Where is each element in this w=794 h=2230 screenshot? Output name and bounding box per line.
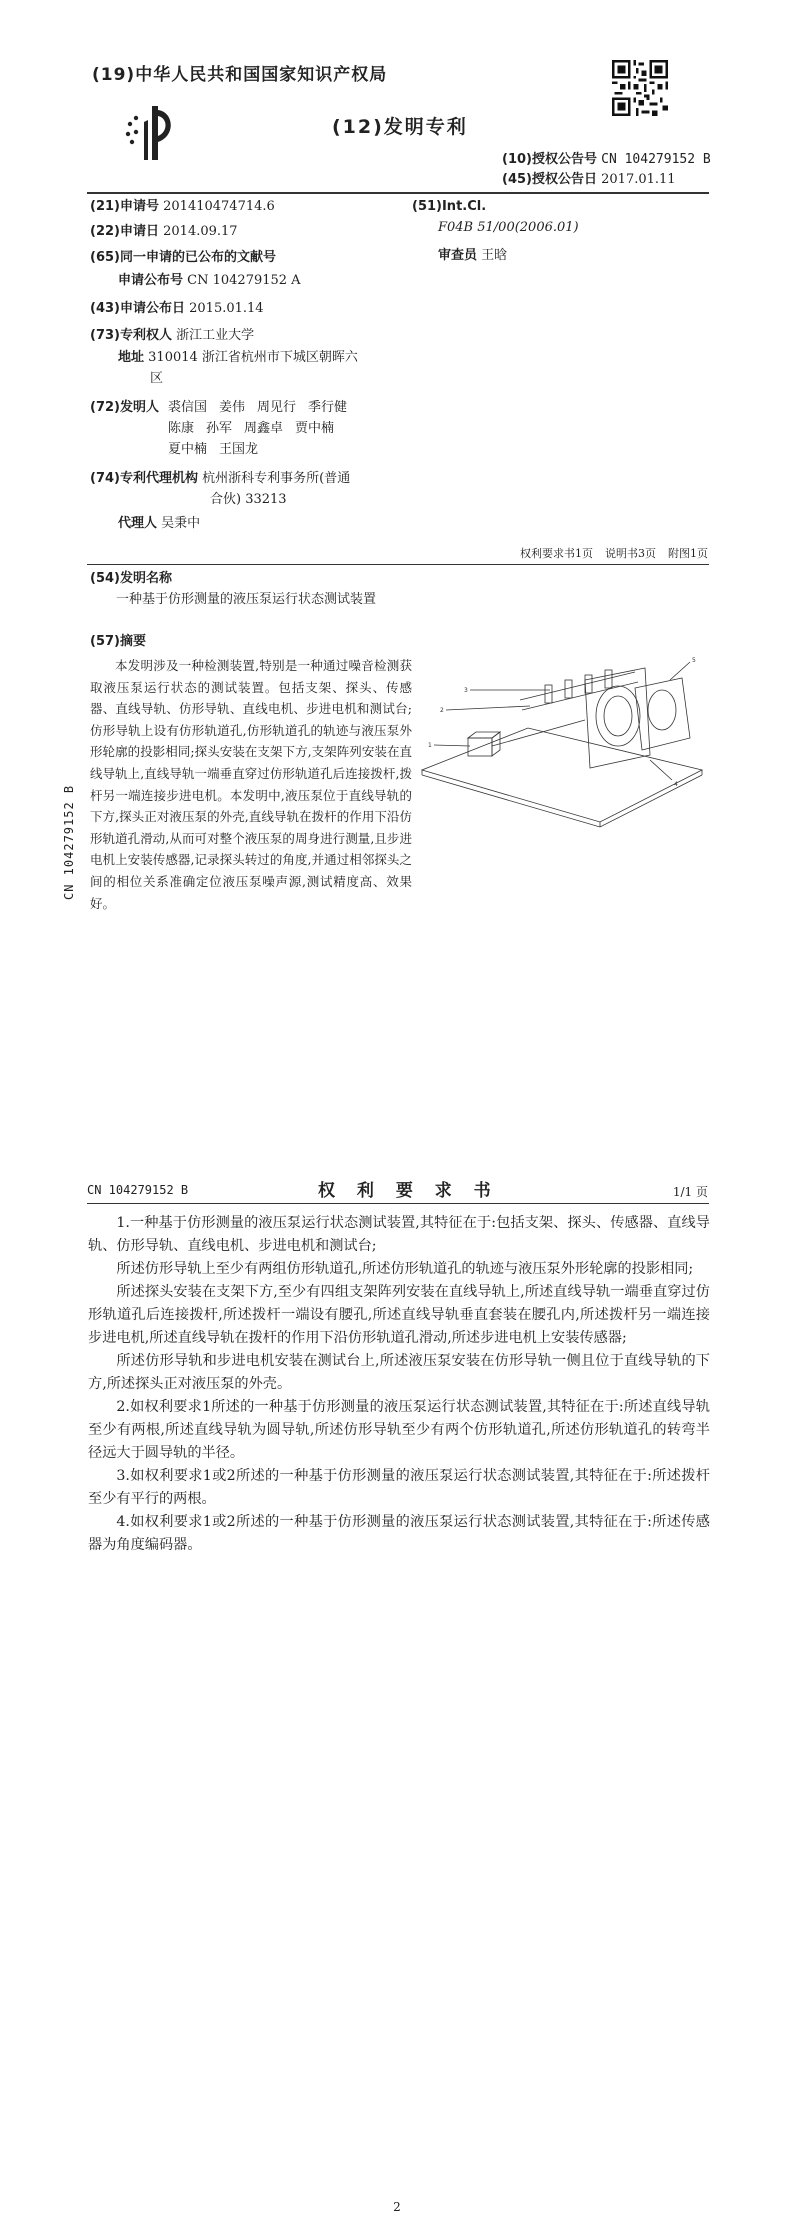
inventor-name: 周鑫卓 [244,421,284,436]
claim-paragraph: 4.如权利要求1或2所述的一种基于仿形测量的液压泵运行状态测试装置,其特征在于:所述传感器为角度编码器。 [88,1514,710,1553]
patentee-field: (73)专利权人 浙江工业大学 [90,328,255,343]
ipc-code: F04B 51/00(2006.01) [438,220,579,235]
svg-text:3: 3 [464,687,468,694]
invention-title: 一种基于仿形测量的液压泵运行状态测试装置 [116,592,377,607]
address-field: 地址 310014 浙江省杭州市下城区朝晖六 [118,350,358,365]
grant-pub-date-label: (45)授权公告日 [502,172,597,187]
claims-page-count: 权利要求书1页 [520,547,593,560]
section-divider [87,564,709,565]
ipc-label: (51)Int.Cl. [412,199,487,214]
svg-text:5: 5 [692,657,696,664]
examiner-field: 审查员 王晗 [438,248,508,263]
abstract-text: 本发明涉及一种检测装置,特别是一种通过噪音检测获取液压泵运行状态的测试装置。包括支架、探头、传感器、直线导轨、仿形导轨、直线电机、步进电机和测试台;仿形导轨上设有仿形轨道孔,仿形轨道孔的轨迹与液压泵外形轮廓的投影相同;探头安装在支架下方,支架阵列安装在直线导轨上,直线导轨一端垂直穿过仿形轨道孔后连接拨杆,拨杆另一端连接步进电机。本发明中,液压泵位于直线导轨的下方,探头正对液压泵的外壳,直线导轨在拨杆的作用下沿仿形轨道孔滑动,从而可对整个液压泵的周身进行测量,且步进电机上安装传感器,记录探头转过的角度,并通过相邻探头之间的相位关系准确定位液压泵噪声源,测试精度高、效果好。 [90,658,412,911]
svg-text:2: 2 [440,707,444,714]
inventors-row-2 [168,419,346,439]
claims-header-divider [87,1203,709,1204]
grant-pub-no-label: (10)授权公告号 [502,152,597,167]
inventor-name: 孙军 [206,421,233,436]
inventor-name: 王国龙 [219,442,259,457]
drawings-page-count: 附图1页 [668,547,708,560]
title-label: (54)发明名称 [90,571,172,586]
abstract-label: (57)摘要 [90,634,146,649]
inventors-row-1 [168,398,359,418]
publication-info [502,150,711,190]
inventor-name: 贾中楠 [295,421,335,436]
app-no-field: (21)申请号 201410474714.6 [90,199,275,214]
claim-paragraph: 3.如权利要求1或2所述的一种基于仿形测量的液压泵运行状态测试装置,其特征在于:所述拨杆至少有平行的两根。 [88,1468,710,1507]
svg-text:4: 4 [674,781,678,788]
page-number: 2 [393,2200,401,2214]
inventor-name: 周见行 [257,400,297,415]
claim-paragraph: 所述仿形导轨和步进电机安装在测试台上,所述液压泵安装在仿形导轨一侧且位于直线导轨的下方,所述探头正对液压泵的外壳。 [88,1353,710,1392]
app-pub-date-field: (43)申请公布日 2015.01.14 [90,301,264,316]
claims-list [88,1212,710,1557]
qr-code-icon [612,60,668,116]
address-line2: 区 [150,371,164,386]
document-type: (12)发明专利 [332,116,468,138]
inventors-row-3 [168,440,270,460]
description-page-count: 说明书3页 [605,547,656,560]
claims-doc-number: CN 104279152 B [87,1183,189,1197]
page-counts [508,545,708,561]
claim-paragraph: 2.如权利要求1所述的一种基于仿形测量的液压泵运行状态测试装置,其特征在于:所述直线导轨至少有两根,所述直线导轨为圆导轨,所述仿形导轨至少有两个仿形轨道孔,所述仿形轨道孔的转弯半径远大于圆导轨的半径。 [88,1399,710,1461]
inventor-name: 季行健 [308,400,348,415]
svg-text:1: 1 [428,742,432,749]
agency-line2: 合伙) 33213 [210,492,287,507]
issuing-office: (19)中华人民共和国国家知识产权局 [92,65,388,85]
agent-field: 代理人 吴秉中 [118,516,201,531]
vertical-document-id: CN 104279152 B [62,784,76,900]
claim-paragraph: 所述探头安装在支架下方,至少有四组支架阵列安装在直线导轨上,所述直线导轨一端垂直穿过仿形轨道孔后连接拨杆,所述拨杆一端设有腰孔,所述直线导轨垂直套装在腰孔内,所述拨杆另一端连接步进电机,所述直线导轨在拨杆的作用下沿仿形轨道孔滑动,所述步进电机上安装传感器; [88,1284,710,1346]
header-divider [87,192,709,194]
inventor-name: 姜伟 [219,400,246,415]
abstract-figure [410,650,710,835]
claims-title: 权 利 要 求 书 [318,1181,499,1201]
app-date-field: (22)申请日 2014.09.17 [90,224,238,239]
claim-paragraph: 1.一种基于仿形测量的液压泵运行状态测试装置,其特征在于:包括支架、探头、传感器、直线导轨、仿形导轨、直线电机、步进电机和测试台; [88,1215,710,1254]
app-pub-no-field: 申请公布号 CN 104279152 A [118,273,301,288]
claim-paragraph: 所述仿形导轨上至少有两组仿形轨道孔,所述仿形轨道孔的轨迹与液压泵外形轮廓的投影相同; [116,1261,694,1277]
inventor-name: 陈康 [168,421,195,436]
inventors-label: (72)发明人 [90,400,159,415]
grant-pub-date: 2017.01.11 [601,172,676,187]
claims-page-indicator: 1/1 页 [672,1185,708,1199]
grant-pub-no: CN 104279152 B [601,152,711,167]
earlier-pub-field: (65)同一申请的已公布的文献号 [90,250,276,265]
cnipa-emblem-logo [122,102,178,164]
inventor-name: 夏中楠 [168,442,208,457]
inventor-name: 裘信国 [168,400,208,415]
agency-field: (74)专利代理机构 杭州浙科专利事务所(普通 [90,471,351,486]
